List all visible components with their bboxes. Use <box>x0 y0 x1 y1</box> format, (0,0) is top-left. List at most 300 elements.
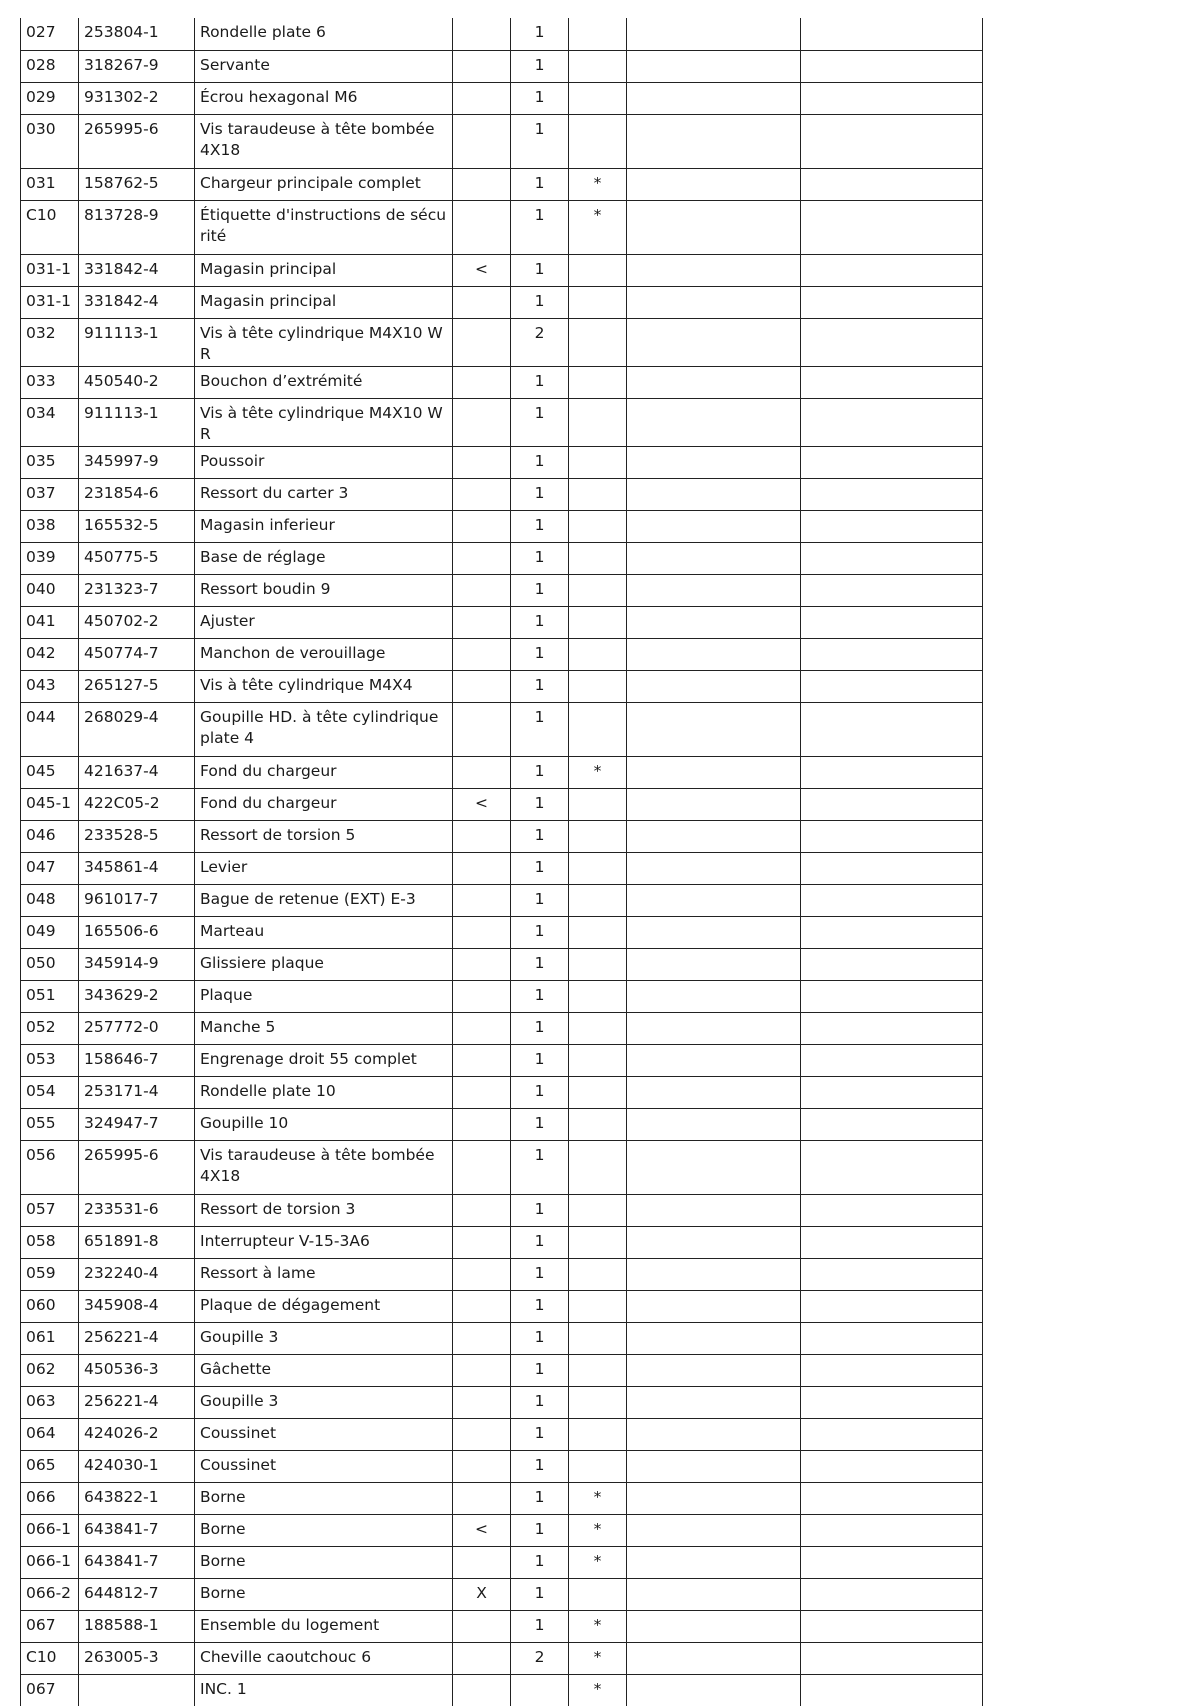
quantity-cell: 1 <box>511 1546 569 1578</box>
quantity-cell: 1 <box>511 200 569 254</box>
part-number-cell: 643841-7 <box>79 1546 195 1578</box>
mark-cell <box>453 1450 511 1482</box>
quantity-cell: 1 <box>511 1610 569 1642</box>
empty-cell <box>627 1258 801 1290</box>
mark-cell <box>453 1386 511 1418</box>
empty-cell <box>627 1610 801 1642</box>
quantity-cell: 1 <box>511 670 569 702</box>
flag-cell <box>569 286 627 318</box>
quantity-cell: 1 <box>511 756 569 788</box>
description-cell: Magasin principal <box>195 254 453 286</box>
item-number-cell: 065 <box>21 1450 79 1482</box>
mark-cell <box>453 114 511 168</box>
empty-cell <box>627 916 801 948</box>
mark-cell <box>453 510 511 542</box>
table-row <box>21 1322 983 1354</box>
description-cell: Ressort de torsion 3 <box>195 1194 453 1226</box>
item-number-cell: C10 <box>21 200 79 254</box>
mark-cell <box>453 1108 511 1140</box>
part-number-cell: 450702-2 <box>79 606 195 638</box>
part-number-cell: 450774-7 <box>79 638 195 670</box>
item-number-cell: 059 <box>21 1258 79 1290</box>
table-row <box>21 318 983 366</box>
item-number-cell: 054 <box>21 1076 79 1108</box>
table-row <box>21 1578 983 1610</box>
empty-cell <box>801 606 983 638</box>
empty-cell <box>801 638 983 670</box>
mark-cell <box>453 1044 511 1076</box>
description-cell: Bague de retenue (EXT) E-3 <box>195 884 453 916</box>
empty-cell <box>627 1012 801 1044</box>
mark-cell <box>453 702 511 756</box>
mark-cell <box>453 574 511 606</box>
empty-cell <box>801 1012 983 1044</box>
mark-cell <box>453 1258 511 1290</box>
empty-cell <box>627 702 801 756</box>
part-number-cell: 265995-6 <box>79 1140 195 1194</box>
flag-cell <box>569 1140 627 1194</box>
table-row <box>21 542 983 574</box>
description-cell: Vis à tête cylindrique M4X10 WR <box>195 398 453 446</box>
table-row <box>21 1044 983 1076</box>
mark-cell: < <box>453 254 511 286</box>
empty-cell <box>801 1514 983 1546</box>
part-number-cell: 643841-7 <box>79 1514 195 1546</box>
table-row <box>21 1354 983 1386</box>
flag-cell <box>569 1450 627 1482</box>
flag-cell <box>569 574 627 606</box>
quantity-cell: 1 <box>511 478 569 510</box>
description-cell: Borne <box>195 1514 453 1546</box>
part-number-cell: 253171-4 <box>79 1076 195 1108</box>
quantity-cell: 1 <box>511 1108 569 1140</box>
item-number-cell: 034 <box>21 398 79 446</box>
empty-cell <box>801 948 983 980</box>
empty-cell <box>627 542 801 574</box>
mark-cell <box>453 1226 511 1258</box>
empty-cell <box>801 510 983 542</box>
table-row <box>21 1226 983 1258</box>
empty-cell <box>801 318 983 366</box>
table-row <box>21 510 983 542</box>
quantity-cell: 1 <box>511 446 569 478</box>
empty-cell <box>627 788 801 820</box>
table-row <box>21 398 983 446</box>
empty-cell <box>627 1322 801 1354</box>
table-row <box>21 574 983 606</box>
item-number-cell: 051 <box>21 980 79 1012</box>
mark-cell <box>453 200 511 254</box>
part-number-cell: 257772-0 <box>79 1012 195 1044</box>
part-number-cell: 158646-7 <box>79 1044 195 1076</box>
empty-cell <box>801 1194 983 1226</box>
description-cell: Vis taraudeuse à tête bombée 4X18 <box>195 114 453 168</box>
mark-cell <box>453 18 511 50</box>
empty-cell <box>801 1546 983 1578</box>
flag-cell <box>569 1354 627 1386</box>
part-number-cell: 450775-5 <box>79 542 195 574</box>
mark-cell <box>453 318 511 366</box>
description-cell: Vis à tête cylindrique M4X10 WR <box>195 318 453 366</box>
part-number-cell: 331842-4 <box>79 254 195 286</box>
quantity-cell: 1 <box>511 884 569 916</box>
description-cell: Marteau <box>195 916 453 948</box>
flag-cell <box>569 852 627 884</box>
empty-cell <box>627 980 801 1012</box>
mark-cell <box>453 50 511 82</box>
empty-cell <box>627 50 801 82</box>
part-number-cell: 421637-4 <box>79 756 195 788</box>
item-number-cell: 064 <box>21 1418 79 1450</box>
empty-cell <box>801 1076 983 1108</box>
part-number-cell: 165506-6 <box>79 916 195 948</box>
item-number-cell: 045 <box>21 756 79 788</box>
item-number-cell: 063 <box>21 1386 79 1418</box>
flag-cell: * <box>569 1642 627 1674</box>
description-cell: Engrenage droit 55 complet <box>195 1044 453 1076</box>
table-row <box>21 820 983 852</box>
item-number-cell: 031 <box>21 168 79 200</box>
empty-cell <box>627 1482 801 1514</box>
quantity-cell: 1 <box>511 980 569 1012</box>
quantity-cell: 1 <box>511 1044 569 1076</box>
empty-cell <box>801 1354 983 1386</box>
empty-cell <box>801 1140 983 1194</box>
mark-cell <box>453 1674 511 1706</box>
flag-cell <box>569 1012 627 1044</box>
table-row <box>21 1386 983 1418</box>
mark-cell <box>453 1012 511 1044</box>
empty-cell <box>801 286 983 318</box>
empty-cell <box>801 574 983 606</box>
empty-cell <box>627 200 801 254</box>
empty-cell <box>801 884 983 916</box>
empty-cell <box>801 542 983 574</box>
part-number-cell: 253804-1 <box>79 18 195 50</box>
description-cell: Plaque de dégagement <box>195 1290 453 1322</box>
empty-cell <box>627 1140 801 1194</box>
description-cell: Manchon de verouillage <box>195 638 453 670</box>
empty-cell <box>801 1450 983 1482</box>
item-number-cell: 040 <box>21 574 79 606</box>
mark-cell <box>453 980 511 1012</box>
item-number-cell: 039 <box>21 542 79 574</box>
item-number-cell: 066 <box>21 1482 79 1514</box>
description-cell: Manche 5 <box>195 1012 453 1044</box>
description-cell: Goupille 3 <box>195 1322 453 1354</box>
table-row <box>21 1514 983 1546</box>
empty-cell <box>627 398 801 446</box>
empty-cell <box>627 670 801 702</box>
part-number-cell: 265127-5 <box>79 670 195 702</box>
mark-cell <box>453 756 511 788</box>
empty-cell <box>801 788 983 820</box>
part-number-cell: 265995-6 <box>79 114 195 168</box>
table-row <box>21 446 983 478</box>
quantity-cell: 1 <box>511 1322 569 1354</box>
empty-cell <box>627 1642 801 1674</box>
quantity-cell: 1 <box>511 1386 569 1418</box>
parts-table <box>20 18 983 1706</box>
table-row <box>21 168 983 200</box>
flag-cell <box>569 82 627 114</box>
table-row <box>21 366 983 398</box>
item-number-cell: 066-2 <box>21 1578 79 1610</box>
empty-cell <box>801 114 983 168</box>
item-number-cell: 057 <box>21 1194 79 1226</box>
quantity-cell: 1 <box>511 1194 569 1226</box>
mark-cell <box>453 1610 511 1642</box>
part-number-cell: 188588-1 <box>79 1610 195 1642</box>
item-number-cell: 037 <box>21 478 79 510</box>
part-number-cell: 324947-7 <box>79 1108 195 1140</box>
quantity-cell: 1 <box>511 702 569 756</box>
item-number-cell: 045-1 <box>21 788 79 820</box>
part-number-cell: 268029-4 <box>79 702 195 756</box>
empty-cell <box>801 916 983 948</box>
description-cell: Goupille 10 <box>195 1108 453 1140</box>
part-number-cell: 231854-6 <box>79 478 195 510</box>
item-number-cell: C10 <box>21 1642 79 1674</box>
item-number-cell: 027 <box>21 18 79 50</box>
description-cell: Ressort du carter 3 <box>195 478 453 510</box>
part-number-cell: 911113-1 <box>79 318 195 366</box>
empty-cell <box>627 852 801 884</box>
quantity-cell: 1 <box>511 1450 569 1482</box>
description-cell: Goupille HD. à tête cylindrique plate 4 <box>195 702 453 756</box>
empty-cell <box>627 366 801 398</box>
item-number-cell: 067 <box>21 1610 79 1642</box>
table-row <box>21 254 983 286</box>
part-number-cell: 931302-2 <box>79 82 195 114</box>
description-cell: Écrou hexagonal M6 <box>195 82 453 114</box>
empty-cell <box>627 1674 801 1706</box>
mark-cell <box>453 1482 511 1514</box>
empty-cell <box>627 606 801 638</box>
description-cell: INC. 1 <box>195 1674 453 1706</box>
description-cell: Ensemble du logement <box>195 1610 453 1642</box>
table-row <box>21 1450 983 1482</box>
table-row <box>21 788 983 820</box>
mark-cell <box>453 1354 511 1386</box>
part-number-cell: 651891-8 <box>79 1226 195 1258</box>
description-cell: Ressort à lame <box>195 1258 453 1290</box>
item-number-cell: 035 <box>21 446 79 478</box>
quantity-cell: 1 <box>511 916 569 948</box>
flag-cell <box>569 1226 627 1258</box>
flag-cell: * <box>569 1482 627 1514</box>
table-row <box>21 50 983 82</box>
empty-cell <box>801 1386 983 1418</box>
table-row <box>21 1108 983 1140</box>
part-number-cell: 450536-3 <box>79 1354 195 1386</box>
flag-cell <box>569 948 627 980</box>
quantity-cell: 1 <box>511 366 569 398</box>
empty-cell <box>627 18 801 50</box>
flag-cell <box>569 1290 627 1322</box>
flag-cell: * <box>569 168 627 200</box>
item-number-cell: 029 <box>21 82 79 114</box>
flag-cell <box>569 1418 627 1450</box>
quantity-cell: 1 <box>511 574 569 606</box>
description-cell: Ressort de torsion 5 <box>195 820 453 852</box>
item-number-cell: 043 <box>21 670 79 702</box>
mark-cell: < <box>453 1514 511 1546</box>
empty-cell <box>627 820 801 852</box>
flag-cell <box>569 446 627 478</box>
mark-cell <box>453 1194 511 1226</box>
description-cell: Glissiere plaque <box>195 948 453 980</box>
quantity-cell: 1 <box>511 398 569 446</box>
description-cell: Fond du chargeur <box>195 756 453 788</box>
flag-cell <box>569 702 627 756</box>
empty-cell <box>627 884 801 916</box>
description-cell: Rondelle plate 6 <box>195 18 453 50</box>
quantity-cell: 1 <box>511 788 569 820</box>
quantity-cell: 1 <box>511 820 569 852</box>
table-row <box>21 884 983 916</box>
table-row <box>21 1076 983 1108</box>
quantity-cell: 1 <box>511 18 569 50</box>
empty-cell <box>801 852 983 884</box>
empty-cell <box>627 1386 801 1418</box>
part-number-cell: 424030-1 <box>79 1450 195 1482</box>
empty-cell <box>627 82 801 114</box>
mark-cell <box>453 1076 511 1108</box>
mark-cell <box>453 606 511 638</box>
quantity-cell: 1 <box>511 948 569 980</box>
mark-cell <box>453 852 511 884</box>
table-row <box>21 18 983 50</box>
description-cell: Ressort boudin 9 <box>195 574 453 606</box>
quantity-cell: 1 <box>511 852 569 884</box>
part-number-cell: 232240-4 <box>79 1258 195 1290</box>
part-number-cell: 424026-2 <box>79 1418 195 1450</box>
quantity-cell: 1 <box>511 1418 569 1450</box>
empty-cell <box>801 1642 983 1674</box>
item-number-cell: 031-1 <box>21 286 79 318</box>
flag-cell <box>569 1076 627 1108</box>
description-cell: Bouchon d’extrémité <box>195 366 453 398</box>
table-row <box>21 1642 983 1674</box>
item-number-cell: 049 <box>21 916 79 948</box>
part-number-cell: 331842-4 <box>79 286 195 318</box>
part-number-cell: 231323-7 <box>79 574 195 606</box>
quantity-cell: 1 <box>511 1076 569 1108</box>
table-row <box>21 82 983 114</box>
empty-cell <box>801 18 983 50</box>
mark-cell <box>453 82 511 114</box>
empty-cell <box>627 574 801 606</box>
mark-cell <box>453 1418 511 1450</box>
item-number-cell: 052 <box>21 1012 79 1044</box>
table-row <box>21 1140 983 1194</box>
table-row <box>21 948 983 980</box>
item-number-cell: 044 <box>21 702 79 756</box>
flag-cell <box>569 916 627 948</box>
quantity-cell: 1 <box>511 510 569 542</box>
mark-cell <box>453 884 511 916</box>
flag-cell <box>569 820 627 852</box>
empty-cell <box>627 318 801 366</box>
item-number-cell: 062 <box>21 1354 79 1386</box>
table-row <box>21 1674 983 1706</box>
empty-cell <box>801 398 983 446</box>
description-cell: Étiquette d'instructions de sécurité <box>195 200 453 254</box>
empty-cell <box>801 1322 983 1354</box>
table-row <box>21 200 983 254</box>
mark-cell <box>453 1140 511 1194</box>
empty-cell <box>627 1418 801 1450</box>
mark-cell: < <box>453 788 511 820</box>
table-row <box>21 1418 983 1450</box>
empty-cell <box>801 1674 983 1706</box>
quantity-cell: 1 <box>511 1258 569 1290</box>
table-row <box>21 1258 983 1290</box>
item-number-cell: 050 <box>21 948 79 980</box>
empty-cell <box>801 670 983 702</box>
empty-cell <box>627 1578 801 1610</box>
description-cell: Goupille 3 <box>195 1386 453 1418</box>
mark-cell <box>453 446 511 478</box>
part-number-cell: 343629-2 <box>79 980 195 1012</box>
flag-cell <box>569 478 627 510</box>
mark-cell <box>453 478 511 510</box>
empty-cell <box>801 200 983 254</box>
flag-cell <box>569 1258 627 1290</box>
part-number-cell: 345861-4 <box>79 852 195 884</box>
mark-cell <box>453 638 511 670</box>
part-number-cell: 233528-5 <box>79 820 195 852</box>
flag-cell <box>569 542 627 574</box>
empty-cell <box>801 446 983 478</box>
part-number-cell: 158762-5 <box>79 168 195 200</box>
item-number-cell: 066-1 <box>21 1514 79 1546</box>
mark-cell: X <box>453 1578 511 1610</box>
quantity-cell: 2 <box>511 1642 569 1674</box>
empty-cell <box>627 446 801 478</box>
table-row <box>21 670 983 702</box>
empty-cell <box>627 168 801 200</box>
part-number-cell: 644812-7 <box>79 1578 195 1610</box>
item-number-cell: 061 <box>21 1322 79 1354</box>
part-number-cell: 165532-5 <box>79 510 195 542</box>
description-cell: Borne <box>195 1546 453 1578</box>
table-row <box>21 1012 983 1044</box>
description-cell: Coussinet <box>195 1450 453 1482</box>
table-row <box>21 1610 983 1642</box>
description-cell: Plaque <box>195 980 453 1012</box>
quantity-cell: 1 <box>511 50 569 82</box>
item-number-cell: 066-1 <box>21 1546 79 1578</box>
mark-cell <box>453 1290 511 1322</box>
empty-cell <box>801 1418 983 1450</box>
item-number-cell: 067 <box>21 1674 79 1706</box>
flag-cell <box>569 318 627 366</box>
item-number-cell: 030 <box>21 114 79 168</box>
mark-cell <box>453 1322 511 1354</box>
part-number-cell: 345914-9 <box>79 948 195 980</box>
table-row <box>21 286 983 318</box>
description-cell: Vis à tête cylindrique M4X4 <box>195 670 453 702</box>
flag-cell <box>569 50 627 82</box>
mark-cell <box>453 1642 511 1674</box>
empty-cell <box>801 254 983 286</box>
empty-cell <box>627 286 801 318</box>
quantity-cell: 1 <box>511 1514 569 1546</box>
empty-cell <box>627 1290 801 1322</box>
empty-cell <box>801 82 983 114</box>
